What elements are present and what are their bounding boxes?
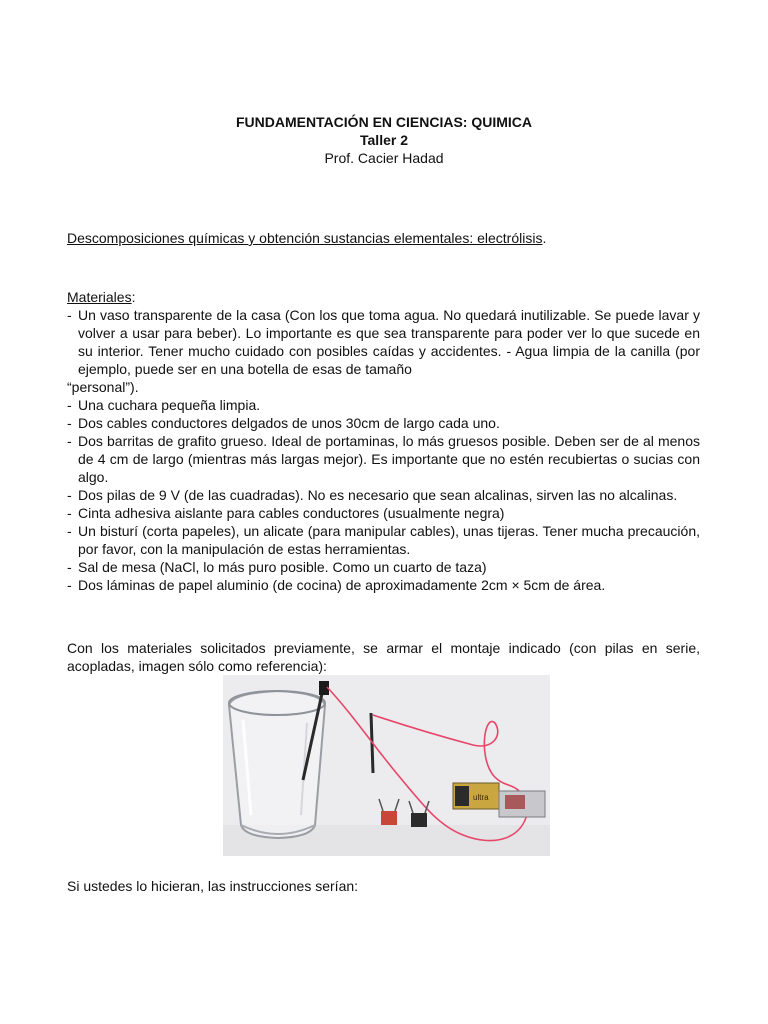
glass-icon bbox=[229, 691, 325, 838]
subtitle-text: Descomposiciones químicas y obtención sustancias elementales: electrólisis bbox=[67, 230, 543, 246]
battery-brand-label: ultra bbox=[473, 793, 489, 802]
list-item-text: Dos cables conductores delgados de unos 30cm de largo cada uno. bbox=[78, 415, 500, 431]
list-item bbox=[67, 396, 700, 414]
list-item-text: Cinta adhesiva aislante para cables conductores (usualmente negra) bbox=[78, 505, 505, 521]
electrolysis-setup-photo bbox=[223, 675, 550, 856]
course-title: FUNDAMENTACIÓN EN CIENCIAS: QUIMICA bbox=[235, 114, 533, 130]
list-dash: - bbox=[67, 559, 72, 575]
list-item-text: Un vaso transparente de la casa (Con los que toma agua. No quedará inutilizable. Se puede lavar y volver a usar para beber). Lo importante es que sea transparente para poder ver lo que sucede en su interior. Tener mucho cuidado con posibles caídas y accidentes. - Agua limpia de la canilla (por ejemplo, puede ser en una botella de esas de tamaño bbox=[78, 307, 700, 377]
list-item-text: Dos barritas de grafito grueso. Ideal de portaminas, lo más gruesos posible. Deben ser de al menos de 4 cm de largo (mientras más largas mejor). Es importante que no estén recubiertas o sucias con algo. bbox=[78, 433, 700, 485]
list-item bbox=[67, 306, 700, 396]
list-item bbox=[67, 432, 700, 486]
materials-section bbox=[67, 288, 700, 594]
subtitle-period: . bbox=[542, 230, 547, 246]
list-item-text: Una cuchara pequeña limpia. bbox=[78, 397, 261, 413]
list-dash: - bbox=[67, 307, 72, 323]
list-item-text: Dos pilas de 9 V (de las cuadradas). No es necesario que sean alcalinas, sirven las no alcalinas. bbox=[78, 487, 678, 503]
list-item-text: Dos láminas de papel aluminio (de cocina) de aproximadamente 2cm × 5cm de área. bbox=[78, 577, 606, 593]
list-item-text: Sal de mesa (NaCl, lo más puro posible. Como un cuarto de taza) bbox=[78, 559, 487, 575]
list-item bbox=[67, 504, 700, 522]
list-item-continuation: “personal”). bbox=[67, 379, 139, 395]
list-item-text: Un bisturí (corta papeles), un alicate (para manipular cables), unas tijeras. Tener mucha precaución, por favor, con la manipulación de estas herramientas. bbox=[78, 523, 700, 557]
list-dash: - bbox=[67, 487, 72, 503]
list-item bbox=[67, 558, 700, 576]
document-header bbox=[0, 113, 768, 167]
closing-paragraph: Si ustedes lo hicieran, las instrucciones serían: bbox=[67, 878, 359, 894]
materials-list bbox=[67, 306, 700, 594]
list-item bbox=[67, 414, 700, 432]
list-dash: - bbox=[67, 505, 72, 521]
setup-illustration bbox=[223, 675, 550, 856]
workshop-title: Taller 2 bbox=[360, 132, 408, 148]
list-dash: - bbox=[67, 577, 72, 593]
list-item bbox=[67, 486, 700, 504]
list-item bbox=[67, 522, 700, 558]
section-subtitle bbox=[67, 229, 546, 247]
materials-label: Materiales bbox=[67, 289, 132, 305]
professor-name: Prof. Cacier Hadad bbox=[324, 150, 444, 166]
materials-colon: : bbox=[131, 289, 136, 305]
materials-heading bbox=[67, 288, 700, 306]
list-dash: - bbox=[67, 397, 72, 413]
list-item bbox=[67, 576, 700, 594]
list-dash: - bbox=[67, 415, 72, 431]
list-dash: - bbox=[67, 433, 72, 449]
list-dash: - bbox=[67, 523, 72, 539]
setup-intro-paragraph: Con los materiales solicitados previamente, se armar el montaje indicado (con pilas en serie, acopladas, imagen sólo como referencia): bbox=[67, 640, 700, 674]
